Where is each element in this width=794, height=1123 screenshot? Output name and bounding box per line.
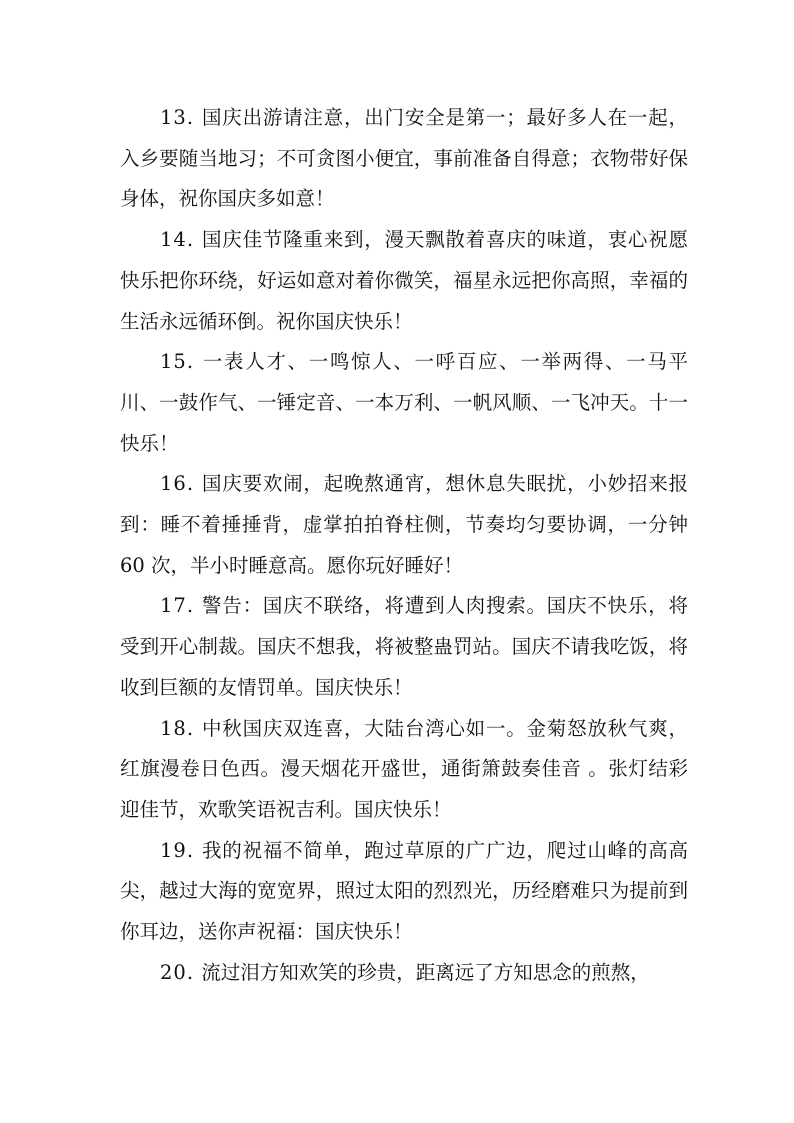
entry-number: 16. — [160, 472, 202, 496]
entry-13 — [120, 98, 688, 220]
entry-number: 18. — [160, 716, 202, 740]
entry-text: 我的祝福不简单，跑过草原的广广边，爬过山峰的高高尖，越过大海的宽宽界，照过太阳的烈烈光，历经磨难只为提前到你耳边，送你声祝福：国庆快乐！ — [120, 838, 688, 944]
entry-number: 19. — [160, 838, 202, 862]
entry-19 — [120, 831, 688, 953]
entry-17 — [120, 586, 688, 708]
entry-text: 国庆要欢闹，起晚熬通宵，想休息失眠扰，小妙招来报到：睡不着捶捶背，虚掌拍拍脊柱侧，节奏均匀要协调，一分钟 60 次，半小时睡意高。愿你玩好睡好！ — [120, 472, 688, 577]
document-body — [120, 98, 688, 993]
entry-text: 警告：国庆不联络，将遭到人肉搜索。国庆不快乐，将受到开心制裁。国庆不想我，将被整蛊罚站。国庆不请我吃饭，将收到巨额的友情罚单。国庆快乐！ — [120, 594, 688, 699]
entry-text: 一表人才、一鸣惊人、一呼百应、一举两得、一马平川、一鼓作气、一锤定音、一本万利、一帆风顺、一飞冲天。十一快乐！ — [120, 350, 688, 455]
entry-16 — [120, 464, 688, 586]
entry-number: 20. — [160, 960, 202, 984]
entry-14 — [120, 220, 688, 342]
entry-15 — [120, 342, 688, 464]
entry-number: 15. — [160, 350, 203, 374]
entry-text: 流过泪方知欢笑的珍贵，距离远了方知思念的煎熬， — [201, 960, 650, 984]
entry-text: 中秋国庆双连喜，大陆台湾心如一。金菊怒放秋气爽，红旗漫卷日色西。漫天烟花开盛世，通街箫鼓奏佳音 。张灯结彩迎佳节，欢歌笑语祝吉利。国庆快乐！ — [120, 716, 688, 821]
entry-18 — [120, 709, 688, 831]
entry-20 — [120, 953, 688, 994]
entry-text: 国庆出游请注意，出门安全是第一；最好多人在一起，入乡要随当地习；不可贪图小便宜，事前准备自得意；衣物带好保身体，祝你国庆多如意！ — [120, 106, 688, 211]
entry-number: 13. — [160, 106, 202, 129]
entry-text: 国庆佳节隆重来到，漫天飘散着喜庆的味道，衷心祝愿快乐把你环绕，好运如意对着你微笑，福星永远把你高照，幸福的生活永远循环倒。祝你国庆快乐！ — [120, 228, 688, 333]
entry-number: 17. — [160, 594, 202, 618]
entry-number: 14. — [160, 228, 202, 252]
